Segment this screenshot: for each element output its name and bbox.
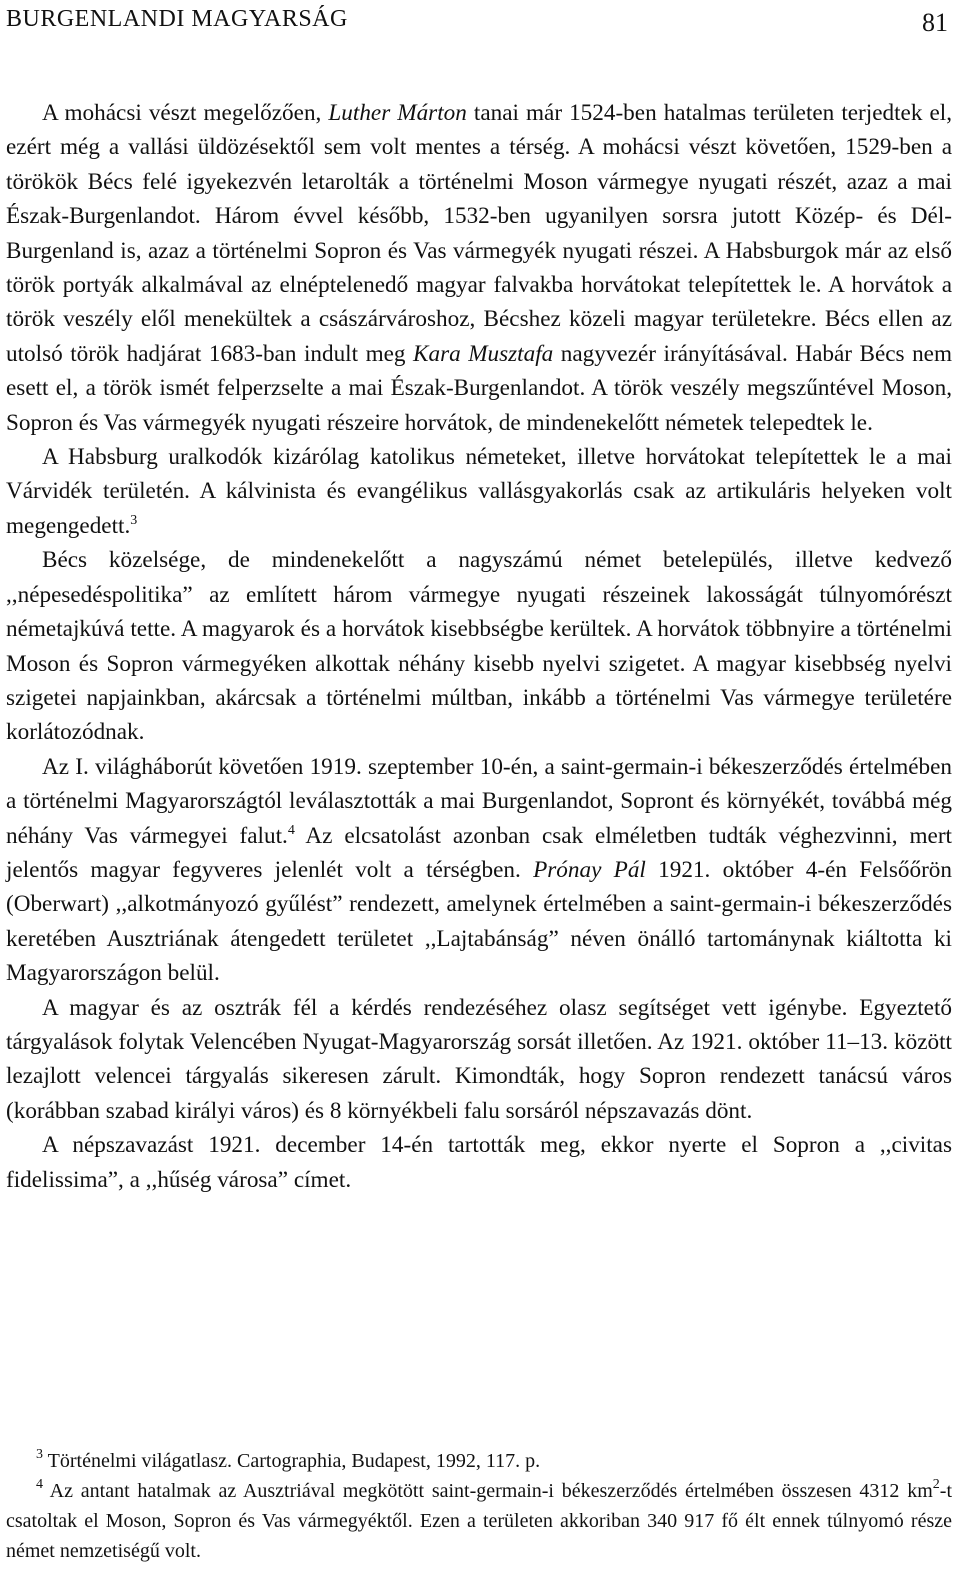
footnote-marker: 3 <box>36 1447 43 1462</box>
text-run: 1921. október 4-én Felsőőrön (Oberwart) ,,alkotmányozó gyűlést” rendezett, amelynek értelmében a saint-germain-i békeszerződés keretében Ausztriának átengedett területet ,,Lajtabánság” néven önálló tartománynak kiáltotta ki Magyarországon belül. <box>6 856 952 987</box>
paragraph <box>6 543 952 749</box>
text-run: Bécs közelsége, de mindenekelőtt a nagyszámú német betelepülés, illetve kedvező ,,népesedéspolitika” az említett három vármegye nyugati részeinek lakosságát túlnyomórészt németajkúvá tette. A magyarok és a horvátok kisebbségbe kerültek. A horvátok többnyire a történelmi Moson és Sopron vármegyéken alkottak néhány kisebb nyelvi szigetet. A magyar kisebbség nyelvi szigetei napjainkban, akárcsak a történelmi múltban, inkább a történelmi Vas vármegye területére korlátozódnak. <box>6 547 952 746</box>
text-run: Az I. világháborút követően 1919. szeptember 10-én, a saint-germain-i békeszerződés értelmében a történelmi Magyarországtól leválasztották a mai Burgenlandot, Sopront és környékét, továbbá még néhány Vas vármegyei falut. <box>6 753 952 849</box>
running-title: BURGENLANDI MAGYARSÁG <box>6 6 348 32</box>
footnote-marker: 3 <box>130 512 138 528</box>
footnote-marker: 2 <box>932 1477 940 1492</box>
text-run: A Habsburg uralkodók kizárólag katolikus németeket, illetve horvátokat telepítettek le a mai Várvidék területén. A kálvinista és evangélikus vallásgyakorlás csak az artikuláris helyeken volt megengedett. <box>6 444 952 539</box>
text-run: A mohácsi vészt megelőzően, <box>42 100 329 126</box>
footnote <box>6 1446 952 1476</box>
footnote-marker: 4 <box>287 822 295 838</box>
text-run: Történelmi világatlasz. Cartographia, Budapest, 1992, 117. p. <box>43 1450 541 1472</box>
footnote <box>6 1476 952 1566</box>
italic-name: Kara Musztafa <box>413 340 554 367</box>
text-run: tanai már 1524-ben hatalmas területen terjedtek el, ezért még a vallási üldözésektől sem volt mentes a térség. A mohácsi vészt követően, 1529-ben a törökök Bécs felé igyekezvén letarolták a történelmi Moson vármegye nyugati részét, azaz a mai Észak-Burgenlandot. Három évvel később, 1532-ben ugyanilyen sorsra jutott Közép- és Dél-Burgenland is, azaz a történelmi Sopron és Vas vármegyék nyugati részei. A Habsburgok már az első török portyák alkalmával az elnéptelenedő magyar falvakba horvátokat telepítettek le. A horvátok a török veszély elől menekültek a császárvároshoz, Bécshez közeli magyar területekre. Bécs ellen az utolsó török hadjárat 1683-ban indult meg <box>6 100 953 367</box>
footnotes <box>6 1446 952 1566</box>
italic-name: Prónay Pál <box>533 856 646 883</box>
body-text <box>6 96 952 1197</box>
paragraph <box>6 1128 952 1197</box>
text-run: -t csatoltak el Moson, Sopron és Vas vármegyéktől. Ezen a területen akkoriban 340 917 fő élt ennek túlnyomó része német nemzetiségű volt. <box>6 1480 952 1562</box>
paragraph <box>6 440 952 543</box>
text-run: Az elcsatolást azonban csak elméletben tudták véghezvinni, mert jelentős magyar fegyveres jelenlét volt a térségben. <box>6 822 952 883</box>
paragraph <box>6 991 952 1129</box>
text-run: Az antant hatalmak az Ausztriával megkötött saint-germain-i békeszerződés értelmében összesen 4312 km <box>43 1480 933 1502</box>
text-run: A népszavazást 1921. december 14-én tartották meg, ekkor nyerte el Sopron a ,,civitas fidelissima”, a ,,hűség városa” címet. <box>6 1132 952 1193</box>
footnote-marker: 4 <box>36 1477 43 1492</box>
page-number: 81 <box>922 8 948 37</box>
paragraph <box>6 750 952 991</box>
text-run: nagyvezér irányításával. Habár Bécs nem esett el, a török ismét felperzselte a mai Észak-Burgenlandot. A török veszély megszűntével Moson, Sopron és Vas vármegyék nyugati részeire horvátok, de mindenekelőtt németek telepedtek le. <box>6 340 952 436</box>
text-run: A magyar és az osztrák fél a kérdés rendezéséhez olasz segítséget vett igénybe. Egyeztető tárgyalások folytak Velencében Nyugat-Magyarország sorsát illetően. Az 1921. október 11–13. között lezajlott velencei tárgyalás sikeresen zárult. Kimondták, hogy Sopron rendezett tanácsú város (korábban szabad királyi város) és 8 környékbeli falu sorsáról népszavazás dönt. <box>6 994 952 1124</box>
page-header <box>6 6 948 42</box>
italic-name: Luther Márton <box>328 100 467 126</box>
paragraph <box>6 96 952 440</box>
